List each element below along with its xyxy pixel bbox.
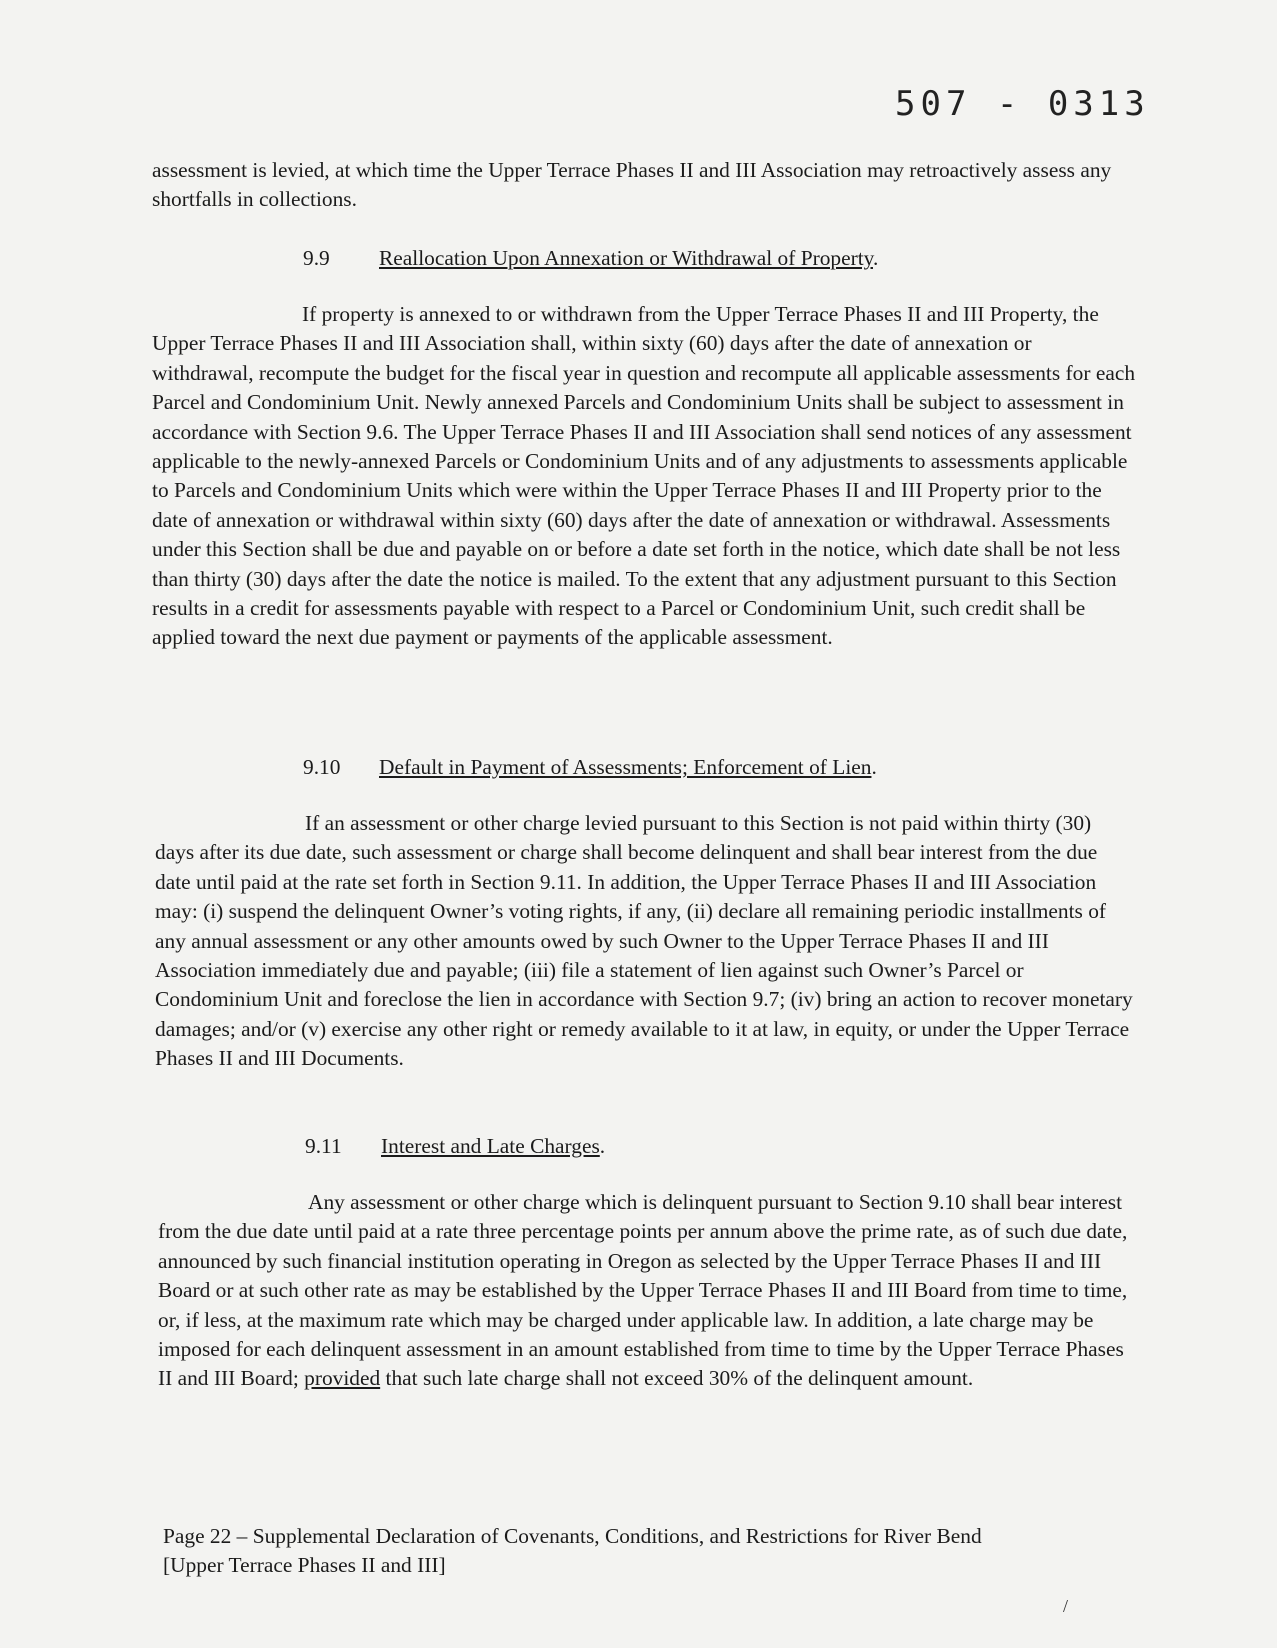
corner-mark: / xyxy=(1063,1596,1069,1616)
section-title: Default in Payment of Assessments; Enforcement of Lien xyxy=(379,755,872,779)
section-number: 9.11 xyxy=(305,1134,342,1158)
section-number: 9.10 xyxy=(303,755,341,779)
section-title: Interest and Late Charges xyxy=(381,1134,600,1158)
section-9-9-body xyxy=(152,300,1137,653)
section-9-9-text: If property is annexed to or withdrawn from the Upper Terrace Phases II and III Property, the Upper Terrace Phases II and III Association shall, within sixty (60) days after the date of annexation or withdrawal, recompute the budget for the fiscal year in question and recompute all applicable assessments for each Parcel and Condominium Unit. Newly annexed Parcels and Condominium Units shall be subject to assessment in accordance with Section 9.6. The Upper Terrace Phases II and III Association shall send notices of any assessment applicable to the newly-annexed Parcels or Condominium Units and of any adjustments to assessments applicable to Parcels and Condominium Units which were within the Upper Terrace Phases II and III Property prior to the date of annexation or withdrawal within sixty (60) days after the date of annexation or withdrawal. Assessments under this Section shall be due and payable on or before a date set forth in the notice, which date shall be not less than thirty (30) days after the date the notice is mailed. To the extent that any adjustment pursuant to this Section results in a credit for assessments payable with respect to a Parcel or Condominium Unit, such credit shall be applied toward the next due payment or payments of the applicable assessment. xyxy=(152,302,1136,650)
section-9-11-text-end: that such late charge shall not exceed 30% of the delinquent amount. xyxy=(385,1366,974,1391)
carry-over-paragraph: assessment is levied, at which time the Upper Terrace Phases II and III Association may retroactively assess any shortfalls in collections. xyxy=(152,158,1112,212)
section-number: 9.9 xyxy=(303,246,330,270)
section-9-11-heading: 9.11 Interest and Late Charges. xyxy=(305,1132,605,1161)
section-title: Reallocation Upon Annexation or Withdrawal of Property xyxy=(379,246,873,270)
provided-term: provided xyxy=(304,1366,381,1391)
footer-line-2: [Upper Terrace Phases II and III] xyxy=(163,1553,446,1578)
section-9-9-heading: 9.9 Reallocation Upon Annexation or Withdrawal of Property. xyxy=(303,244,878,273)
section-9-10-text: If an assessment or other charge levied pursuant to this Section is not paid within thirty (30) days after its due date, such assessment or charge shall become delinquent and shall bear interest from the due date until paid at the rate set forth in Section 9.11. In addition, the Upper Terrace Phases II and III Association may: (i) suspend the delinquent Owner’s voting rights, if any, (ii) declare all remaining periodic installments of any annual assessment or any other amounts owed by such Owner to the Upper Terrace Phases II and III Association immediately due and payable; (iii) file a statement of lien against such Owner’s Parcel or Condominium Unit and foreclose the lien in accordance with Section 9.7; (iv) bring an action to recover monetary damages; and/or (v) exercise any other right or remedy available to it at law, in equity, or under the Upper Terrace Phases II and III Documents. xyxy=(155,811,1133,1071)
section-9-10-heading: 9.10 Default in Payment of Assessments; Enforcement of Lien. xyxy=(303,753,877,782)
recording-stamp: 507 - 0313 xyxy=(895,84,1150,124)
section-9-11-body xyxy=(158,1188,1138,1394)
page-footer xyxy=(163,1522,1143,1581)
footer-line-1: Page 22 – Supplemental Declaration of Covenants, Conditions, and Restrictions for River Bend xyxy=(163,1524,982,1548)
section-9-11-text: Any assessment or other charge which is delinquent pursuant to Section 9.10 shall bear interest from the due date until paid at a rate three percentage points per annum above the prime rate, as of such due date, announced by such financial institution operating in Oregon as selected by the Upper Terrace Phases II and III Board or at such other rate as may be established by the Upper Terrace Phases II and III Board from time to time, or, if less, at the maximum rate which may be charged under applicable law. In addition, a late charge may be imposed for each delinquent assessment in an amount established from time to time by the Upper Terrace Phases II and III Board; xyxy=(158,1190,1128,1391)
section-9-10-body xyxy=(155,809,1135,1074)
